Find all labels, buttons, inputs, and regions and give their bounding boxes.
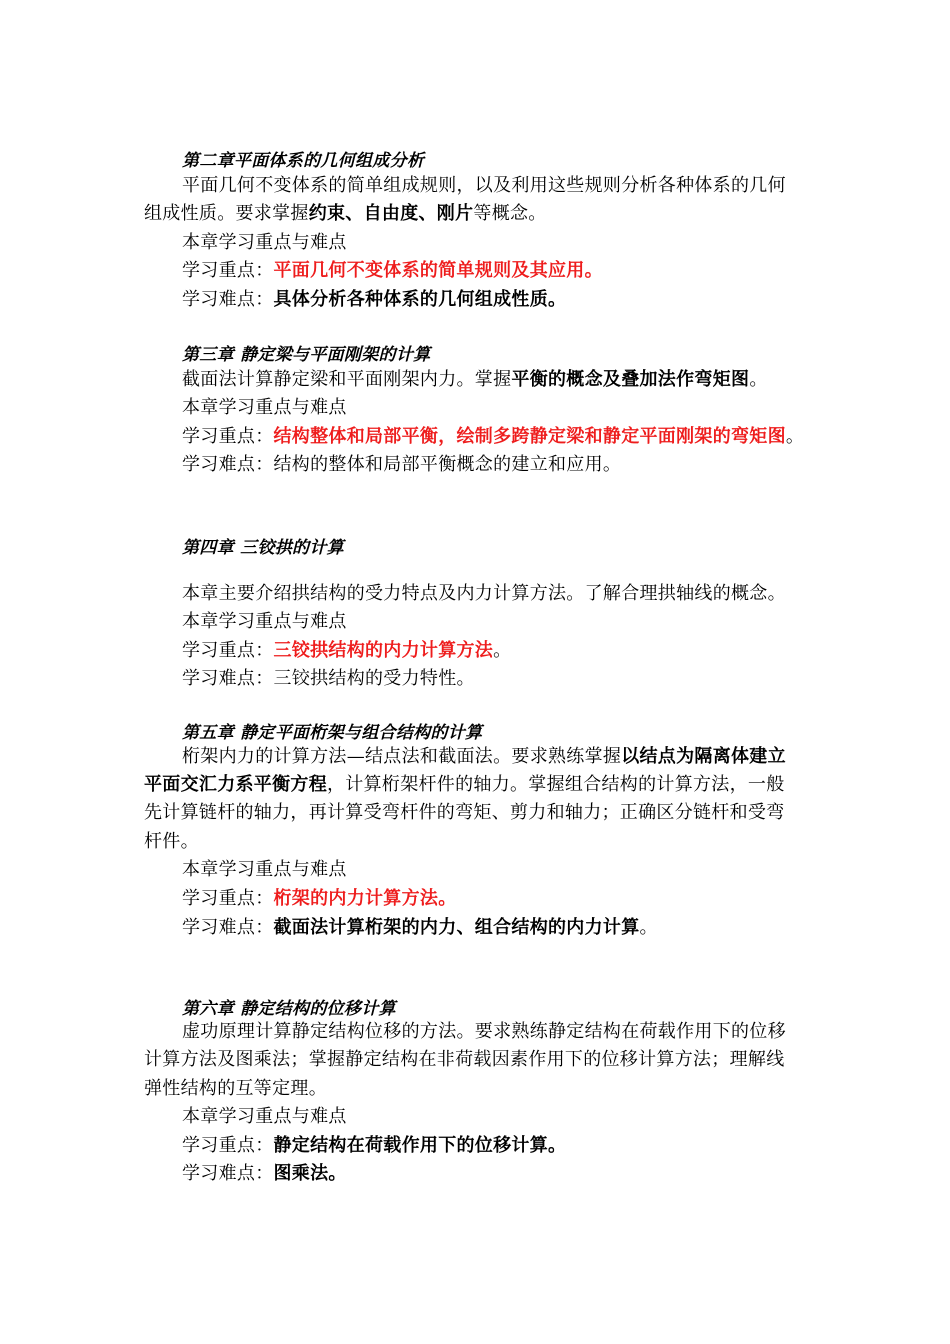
intro-bold-terms: 平面交汇力系平衡方程 — [144, 774, 327, 795]
chapter-5-intro-line-3: 先计算链杆的轴力，再计算受弯杆件的弯矩、剪力和轴力；正确区分链杆和受弯 — [144, 802, 785, 823]
intro-text: 组成性质。要求掌握 — [144, 203, 309, 224]
key-text: 三铰拱结构的内力计算方法 — [273, 640, 494, 661]
chapter-3-difficulty — [182, 453, 621, 477]
difficulty-text: 图乘法。 — [273, 1163, 347, 1184]
intro-bold-terms: 以结点为隔离体建立 — [621, 746, 786, 767]
difficulty-label: 学习难点： — [182, 1163, 274, 1184]
chapter-2-title: 第二章平面体系的几何组成分析 — [182, 151, 425, 171]
chapter-5-subheading: 本章学习重点与难点 — [182, 859, 347, 880]
key-end: 。 — [785, 426, 805, 447]
intro-text: ，计算桁架杆件的轴力。掌握组合结构的计算方法，一般 — [327, 774, 785, 795]
chapter-6-difficulty — [182, 1162, 347, 1186]
intro-text: 桁架内力的计算方法—结点法和截面法。要求熟练掌握 — [182, 746, 622, 767]
chapter-5-intro-line-2 — [144, 773, 785, 797]
intro-bold-terms: 平衡的概念及叠加法作弯矩图 — [511, 369, 750, 390]
difficulty-label: 学习难点： — [182, 917, 274, 938]
chapter-3-key-point — [182, 425, 804, 449]
chapter-5-title: 第五章 静定平面桁架与组合结构的计算 — [182, 723, 483, 743]
chapter-2-intro-line-2 — [144, 202, 547, 226]
chapter-6-subheading: 本章学习重点与难点 — [182, 1106, 347, 1127]
key-label: 学习重点： — [182, 1135, 274, 1156]
chapter-3-intro — [182, 368, 768, 392]
chapter-4-difficulty — [182, 667, 475, 691]
difficulty-text: 结构的整体和局部平衡概念的建立和应用。 — [273, 454, 622, 475]
difficulty-label: 学习难点： — [182, 454, 274, 475]
key-text: 桁架的内力计算方法。 — [273, 888, 457, 909]
chapter-3-title: 第三章 静定梁与平面刚架的计算 — [182, 345, 431, 365]
intro-text: 截面法计算静定梁和平面刚架内力。掌握 — [182, 369, 512, 390]
chapter-4-intro: 本章主要介绍拱结构的受力特点及内力计算方法。了解合理拱轴线的概念。 — [182, 583, 786, 604]
chapter-4-subheading: 本章学习重点与难点 — [182, 611, 347, 632]
difficulty-label: 学习难点： — [182, 668, 274, 689]
chapter-6-intro-line-1: 虚功原理计算静定结构位移的方法。要求熟练静定结构在荷载作用下的位移 — [182, 1021, 786, 1042]
chapter-5-key-point — [182, 887, 457, 911]
key-text: 结构整体和局部平衡，绘制多跨静定梁和静定平面刚架的弯矩图 — [273, 426, 786, 447]
key-label: 学习重点： — [182, 260, 274, 281]
key-text: 平面几何不变体系的简单规则及其应用。 — [273, 260, 603, 281]
intro-text: 等概念。 — [473, 203, 547, 224]
difficulty-text: 截面法计算桁架的内力、组合结构的内力计算 — [273, 917, 640, 938]
chapter-2-subheading: 本章学习重点与难点 — [182, 232, 347, 253]
chapter-6-key-point — [182, 1134, 566, 1158]
chapter-5-intro-line-1 — [182, 745, 786, 769]
intro-bold-terms: 约束、自由度、刚片 — [308, 203, 474, 224]
intro-text: 。 — [749, 369, 768, 390]
key-label: 学习重点： — [182, 888, 274, 909]
key-end: 。 — [493, 640, 512, 661]
chapter-5-difficulty — [182, 916, 658, 940]
chapter-2-key-point — [182, 259, 603, 283]
difficulty-text: 具体分析各种体系的几何组成性质。 — [273, 289, 567, 310]
chapter-2-difficulty — [182, 288, 566, 312]
difficulty-end: 。 — [639, 917, 658, 938]
chapter-5-intro-line-4: 杆件。 — [144, 831, 199, 852]
chapter-2-intro-line-1: 平面几何不变体系的简单组成规则，以及利用这些规则分析各种体系的几何 — [182, 175, 786, 196]
chapter-6-intro-line-2: 计算方法及图乘法；掌握静定结构在非荷载因素作用下的位移计算方法；理解线 — [144, 1049, 785, 1070]
key-label: 学习重点： — [182, 640, 274, 661]
difficulty-text: 三铰拱结构的受力特性。 — [273, 668, 475, 689]
chapter-4-key-point — [182, 639, 511, 663]
chapter-6-intro-line-3: 弹性结构的互等定理。 — [144, 1078, 327, 1099]
chapter-6-title: 第六章 静定结构的位移计算 — [182, 999, 396, 1019]
key-label: 学习重点： — [182, 426, 274, 447]
key-text: 静定结构在荷载作用下的位移计算。 — [273, 1135, 567, 1156]
chapter-4-title: 第四章 三铰拱的计算 — [182, 538, 344, 558]
chapter-3-subheading: 本章学习重点与难点 — [182, 397, 347, 418]
difficulty-label: 学习难点： — [182, 289, 274, 310]
